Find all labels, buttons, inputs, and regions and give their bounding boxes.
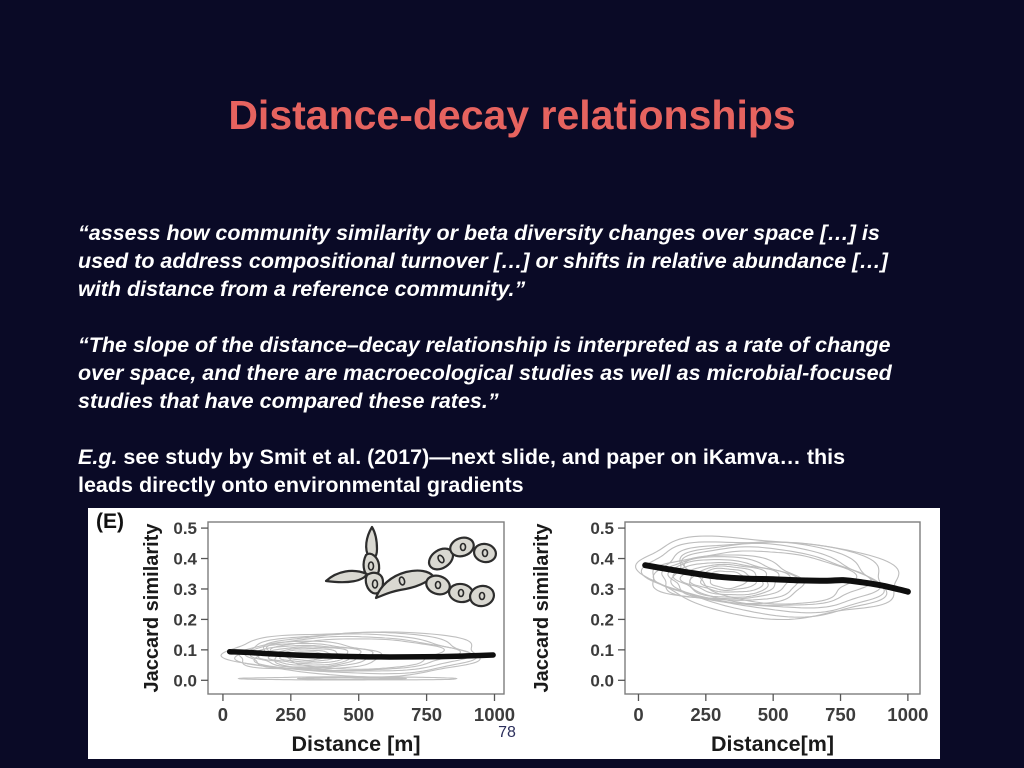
y-tick-label: 0.4	[173, 549, 197, 569]
x-tick-label: 500	[343, 704, 375, 725]
plot-area	[221, 632, 493, 680]
density-contour	[297, 678, 406, 680]
x-tick-label: 750	[411, 704, 443, 725]
y-tick-label: 0.2	[173, 610, 197, 630]
note-paragraph: E.g. see study by Smit et al. (2017)—next slide, and paper on iKamva… this leads directly onto environmental gradients	[78, 445, 846, 497]
plot-area	[636, 536, 908, 620]
y-tick-label: 0.1	[173, 640, 197, 660]
x-tick-label: 1000	[887, 704, 929, 725]
y-tick-label: 0.5	[590, 519, 614, 539]
quote-paragraph-1: “assess how community similarity or beta diversity changes over space […] is used to address compositional turnover […] or shifts in relative abundance […] with distance from a reference community.”	[78, 221, 888, 301]
y-tick-label: 0.4	[590, 549, 614, 569]
organism-segment	[472, 542, 497, 564]
quote-paragraph-2: “The slope of the distance–decay relationship is interpreted as a rate of change over space, and there are macroecological studies as well as microbial-focused studies that have compared these rates.”	[78, 333, 892, 413]
figure-panel	[88, 508, 940, 759]
chart-right-jaccard-vs-distance	[518, 508, 938, 758]
x-axis-label: Distance[m]	[710, 732, 835, 756]
y-tick-label: 0.1	[590, 640, 614, 660]
plot-frame	[625, 522, 920, 694]
x-tick-label: 750	[825, 704, 856, 725]
x-axis-label: Distance [m]	[291, 732, 421, 756]
slide-title: Distance-decay relationships	[228, 92, 796, 138]
organism-illustration	[322, 524, 502, 626]
organism-segment	[468, 584, 496, 609]
organism-segment	[326, 571, 367, 582]
x-tick-label: 500	[757, 704, 789, 725]
x-tick-label: 250	[275, 704, 307, 725]
density-contour	[239, 677, 457, 680]
x-tick-label: 0	[217, 704, 229, 725]
page-number: 78	[498, 724, 516, 741]
y-axis-label: Jaccard similarity	[141, 523, 163, 693]
y-tick-label: 0.3	[590, 579, 614, 599]
x-tick-label: 250	[690, 704, 722, 725]
y-tick-label: 0.0	[590, 671, 614, 691]
x-tick-label: 0	[633, 704, 644, 725]
y-tick-label: 0.3	[173, 579, 197, 599]
y-tick-label: 0.5	[173, 519, 197, 539]
panel-label-E: (E)	[96, 510, 124, 533]
trend-line	[645, 565, 908, 592]
y-axis-label: Jaccard similarity	[531, 523, 553, 693]
body-text-block	[78, 219, 970, 499]
y-tick-label: 0.0	[173, 671, 197, 691]
y-tick-label: 0.2	[590, 610, 614, 630]
x-tick-label: 1000	[473, 704, 516, 725]
